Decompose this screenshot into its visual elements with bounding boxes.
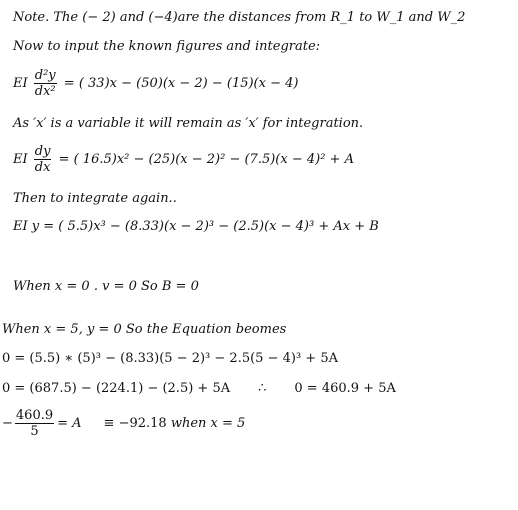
therefore-symbol: ∴ bbox=[258, 381, 267, 396]
fraction-numerator: 460.9 bbox=[15, 408, 54, 423]
variable-note-text: As ′x′ is a variable it will remain as ′x′ for integration. bbox=[13, 116, 364, 131]
fraction-numerator: d²y bbox=[34, 68, 56, 83]
simplified-left: 0 = (687.5) − (224.1) − (2.5) + 5A bbox=[2, 381, 231, 396]
boundary-condition-x0: When x = 0 . v = 0 So B = 0 bbox=[13, 279, 199, 294]
equals-a: = A bbox=[57, 416, 82, 431]
dy-dx-fraction bbox=[34, 144, 52, 175]
second-integration-equation: EI y = ( 5.5)x³ − (8.33)(x − 2)³ − (2.5)(x − 4)³ + Ax + B bbox=[13, 219, 379, 234]
equation-rhs: = ( 33)x − (50)(x − 2) − (15)(x − 4) bbox=[63, 76, 299, 91]
fraction-numerator: dy bbox=[34, 144, 51, 159]
simplified-equation bbox=[2, 381, 396, 397]
minus-sign: − bbox=[2, 416, 13, 431]
boundary-condition-x5: When x = 5, y = 0 So the Equation beomes bbox=[2, 322, 287, 337]
substitution-equation: 0 = (5.5) ∗ (5)³ − (8.33)(5 − 2)³ − 2.5(5 − 4)³ + 5A bbox=[2, 351, 338, 366]
integrate-again-text: Then to integrate again.. bbox=[13, 191, 177, 206]
simplified-right: 0 = 460.9 + 5A bbox=[294, 381, 396, 396]
ei-label: EI bbox=[13, 76, 28, 91]
first-integration-equation bbox=[13, 144, 354, 175]
fraction-denominator: 5 bbox=[30, 424, 39, 439]
ei-label: EI bbox=[13, 152, 28, 167]
input-figures-text: Now to input the known figures and integrate: bbox=[13, 39, 321, 54]
note-text: Note. The (− 2) and (−4)are the distances from R_1 to W_1 and W_2 bbox=[13, 10, 466, 25]
equation-rhs: = ( 16.5)x² − (25)(x − 2)² − (7.5)(x − 4)² + A bbox=[58, 152, 354, 167]
a-fraction bbox=[15, 408, 54, 439]
d2y-dx2-fraction bbox=[34, 68, 57, 99]
equivalence-symbol: ≡ bbox=[103, 416, 115, 431]
fraction-denominator: dx² bbox=[34, 84, 56, 99]
solve-for-a-equation bbox=[2, 408, 245, 439]
a-value: −92.18 bbox=[118, 416, 167, 431]
fraction-denominator: dx bbox=[34, 160, 51, 175]
second-derivative-equation bbox=[13, 68, 298, 99]
when-x5-label: when x = 5 bbox=[170, 416, 246, 431]
